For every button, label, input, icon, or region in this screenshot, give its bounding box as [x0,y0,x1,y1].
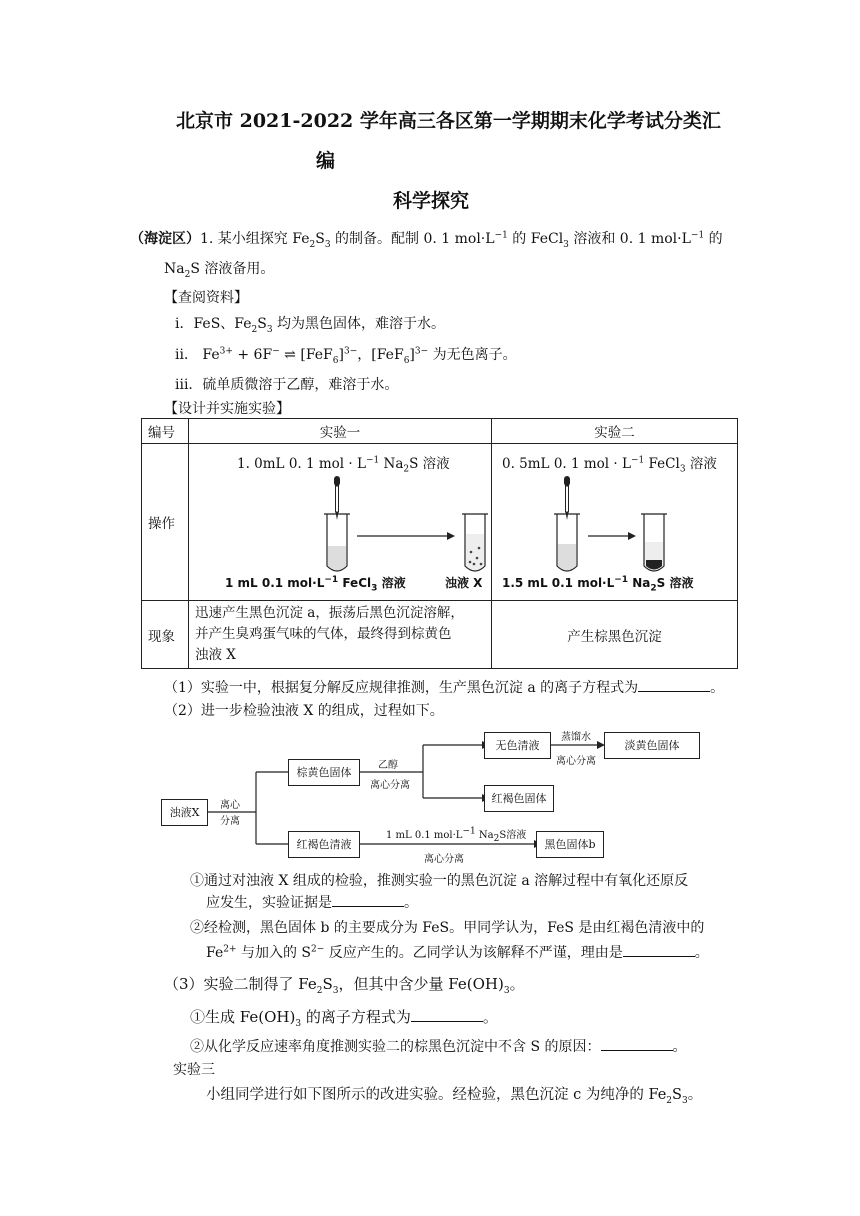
answer-blank[interactable] [601,1037,673,1051]
experiment-3-text: 小组同学进行如下图所示的改进实验。经检验，黑色沉淀 c 为纯净的 $Fe_2S_3$。 [206,1087,703,1106]
flow-label-separate: 分离 [220,816,240,827]
page-title-cont: 编 [316,150,336,172]
flow-label-water: 蒸馏水 [561,732,591,743]
question-intro-line2: $Na_2S$ 溶液备用。 [164,261,275,280]
flow-label-ethanol-sep: 离心分离 [370,780,410,791]
exp2-operation [492,444,738,601]
question-2-2-cont: $Fe^{2+}$ 与加入的 $S^{2-}$ 反应产生的。乙同学认为该解释不严谨，理由是 。 [206,944,709,961]
ref-header: 【查阅资料】 [164,290,248,306]
ref-item-2: ii． $Fe^{3+} + 6F^-$ ⇌ $[FeF_6]^{3-}$，$[FeF_6]^{3-}$ 为无色离子。 [175,346,517,366]
exp2-phenomenon: 产生棕黑色沉淀 [492,601,738,669]
flow-node-pale-yellow-solid: 淡黄色固体 [604,732,700,759]
page-title: 北京市 2021-2022 学年高三各区第一学期期末化学考试分类汇 [176,110,721,132]
exp1-tube-label: 1 mL 0.1 $mol\cdot L^{-1}$ FeCl$_3$ 溶液 [225,575,406,594]
flow-label-centrifuge: 离心 [220,800,240,811]
question-2: （2）进一步检验浊液 X 的组成，过程如下。 [164,703,444,719]
section-title: 科学探究 [393,190,470,212]
answer-blank[interactable] [411,1008,483,1022]
ref-item-3: iii．硫单质微溶于乙醇，难溶于水。 [175,377,399,393]
experiment-3-heading: 实验三 [173,1062,215,1078]
flow-label-na2s-sep: 离心分离 [424,854,464,865]
exp2-tube-label: 1.5 mL 0.1 $mol\cdot L^{-1}$ $Na_2S$ 溶液 [502,575,694,594]
flow-label-na2s: 1 mL 0.1 mol·L−1 Na2S溶液 [386,826,527,844]
question-intro: （海淀区）1. 某小组探究 $Fe_2S_3$ 的制备。配制 0. 1 $mol\cdot L^{-1}$ 的 FeCl$_3$ 溶液和 0. 1 $mol\cdot L^{-1}$ 的 [130,230,723,250]
flow-node-brown-solid: 棕黄色固体 [288,759,360,786]
test-tube-icon [324,514,350,571]
exp1-reagent: 1. 0mL 0. 1 mol · $L^{-1}$ $Na_2S$ 溶液 [237,455,450,475]
row-label-operation: 操作 [142,444,189,601]
test-tube-icon [641,514,667,571]
exp1-phenomenon: 迅速产生黑色沉淀 a，振荡后黑色沉淀溶解， 并产生臭鸡蛋气味的气体，最终得到棕黄色 浊液 X [189,601,492,669]
flow-label-ethanol: 乙醇 [378,760,398,771]
exp2-reagent: 0. 5mL 0. 1 mol · $L^{-1}$ FeCl$_3$ 溶液 [502,455,717,475]
question-3: （3）实验二制得了 $Fe_2S_3$，但其中含少量 $Fe(OH)_3$。 [164,975,525,996]
table-header-exp2: 实验二 [492,419,738,444]
experiment-table [141,418,738,669]
question-2-1: ①通过对浊液 X 组成的检验，推测实验一的黑色沉淀 a 溶解过程中有氧化还原反 [190,873,689,889]
flow-node-black-solid-b: 黑色固体b [536,831,604,858]
question-3-1: ①生成 $Fe(OH)_3$ 的离子方程式为 。 [190,1008,498,1029]
table-header-id: 编号 [142,419,189,444]
test-tube-icon [554,514,580,571]
question-2-2: ②经检测，黑色固体 b 的主要成分为 FeS。甲同学认为，FeS 是由红褐色清液中的 [190,920,705,936]
question-1: （1）实验一中，根据复分解反应规律推测，生产黑色沉淀 a 的离子方程式为 。 [164,680,725,696]
design-header: 【设计并实施实验】 [164,401,290,417]
flow-node-red-brown-solid: 红褐色固体 [484,785,554,812]
test-tube-icon [462,514,488,571]
flow-node-turbid-x: 浊液X [161,799,208,826]
answer-blank[interactable] [332,893,404,907]
table-header-exp1: 实验一 [189,419,492,444]
question-2-1-cont: 应发生，实验证据是 。 [206,895,418,911]
answer-blank[interactable] [623,943,695,957]
flow-node-red-brown-liquid: 红褐色清液 [288,831,360,858]
exp2-apparatus [492,474,724,574]
answer-blank[interactable] [638,678,710,692]
exp1-operation [189,444,492,601]
flow-label-water-sep: 离心分离 [556,756,596,767]
row-label-phenomenon: 现象 [142,601,189,669]
exp1-apparatus [189,474,501,574]
flow-node-colorless-liquid: 无色清液 [484,732,551,759]
ref-item-1: i．FeS、$Fe_2S_3$ 均为黑色固体，难溶于水。 [175,316,446,335]
exp1-turbid-label: 浊液 X [445,576,483,590]
question-3-2: ②从化学反应速率角度推测实验二的棕黑色沉淀中不含 S 的原因： 。 [190,1039,687,1055]
